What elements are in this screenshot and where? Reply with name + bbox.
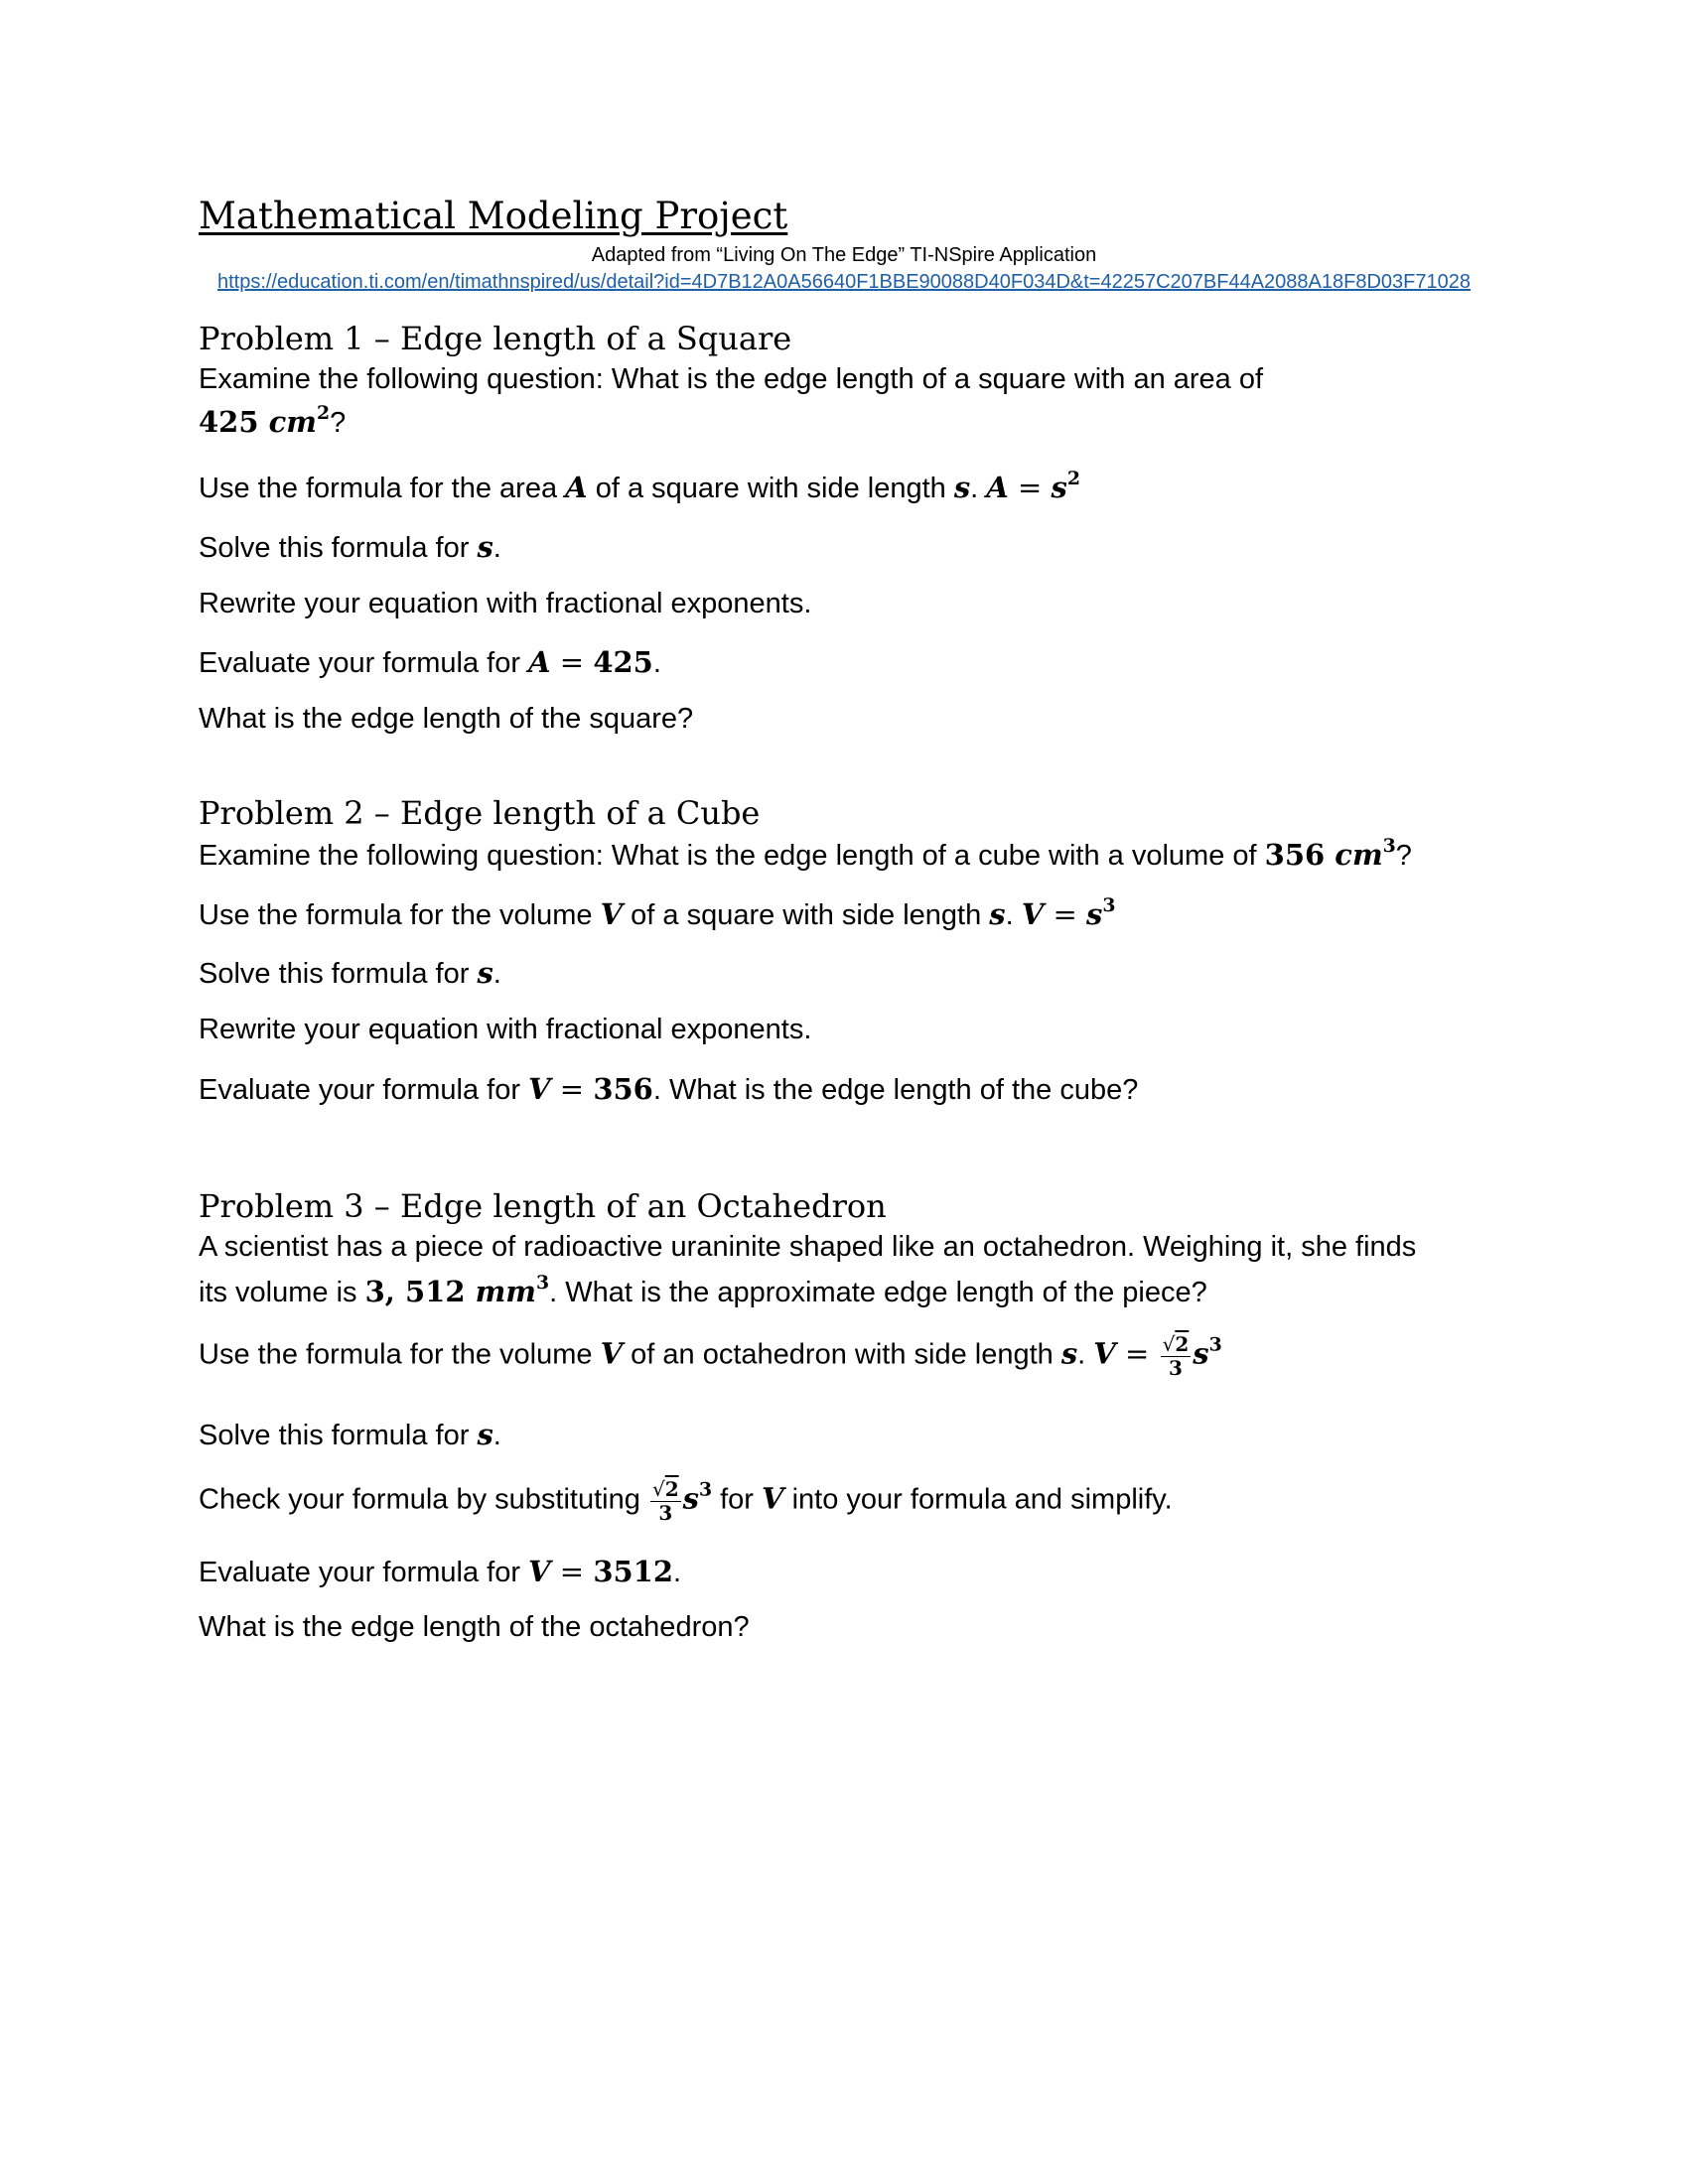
problem-3-question-line-1: A scientist has a piece of radioactive uraninite shaped like an octahedron. Weighing it, she finds <box>199 1231 1417 1263</box>
problem-1-question-edge: What is the edge length of the square? <box>199 703 694 735</box>
problem-2-rewrite-line: Rewrite your equation with fractional exponents. <box>199 1014 812 1045</box>
problem-2-formula-line: Use the formula for the volume V of a square with side length s. $V = s^3$ <box>199 893 1116 931</box>
problem-2-question-line: Examine the following question: What is the edge length of a cube with a volume of 356 $cm^3$? <box>199 834 1412 872</box>
sqrt2-over-3-fraction: $\frac{√2}{3}$ <box>651 1477 679 1525</box>
problem-1-question-line-2: 425 $cm^2$? <box>199 401 347 439</box>
problem-2-evaluate-line: Evaluate your formula for V = 356. What is the edge length of the cube? <box>199 1072 1139 1106</box>
problem-1-evaluate-line: Evaluate your formula for A = 425. <box>199 645 661 679</box>
problem-1-rewrite-line: Rewrite your equation with fractional exponents. <box>199 588 812 619</box>
problem-2-heading: Problem 2 – Edge length of a Cube <box>199 794 761 832</box>
problem-1-solve-line: Solve this formula for s. <box>199 530 501 564</box>
problem-3-heading: Problem 3 – Edge length of an Octahedron <box>199 1187 887 1225</box>
subtitle: Adapted from “Living On The Edge” TI-NSpire Application <box>591 244 1097 266</box>
page-title: Mathematical Modeling Project <box>199 195 788 237</box>
problem-3-check-line: Check your formula by substituting $\frac{√2}{3}$ $s^3$ for V into your formula and simplify. <box>199 1477 1173 1525</box>
problem-1-heading: Problem 1 – Edge length of a Square <box>199 320 792 357</box>
problem-3-solve-line: Solve this formula for s. <box>199 1418 501 1451</box>
problem-3-formula-line: Use the formula for the volume V of an octahedron with side length s. V = $\frac{√2}{3}$ $s^3$ <box>199 1332 1222 1380</box>
problem-1-question-line-1: Examine the following question: What is the edge length of a square with an area of <box>199 363 1264 395</box>
problem-3-question-line-2: its volume is 3, 512 $mm^3$. What is the approximate edge length of the piece? <box>199 1271 1207 1308</box>
problem-2-solve-line: Solve this formula for s. <box>199 956 501 990</box>
problem-3-question-edge: What is the edge length of the octahedron? <box>199 1611 750 1643</box>
sqrt2-over-3-fraction: $\frac{√2}{3}$ <box>1162 1332 1190 1380</box>
source-link[interactable]: https://education.ti.com/en/timathnspired/us/detail?id=4D7B12A0A56640F1BBE90088D40F034D&t=42257C207BF44A2088A18F8D03F71028 <box>217 271 1471 293</box>
problem-1-formula-line: Use the formula for the area A of a square with side length s. $A = s^2$ <box>199 467 1080 504</box>
problem-3-evaluate-line: Evaluate your formula for V = 3512. <box>199 1555 682 1588</box>
